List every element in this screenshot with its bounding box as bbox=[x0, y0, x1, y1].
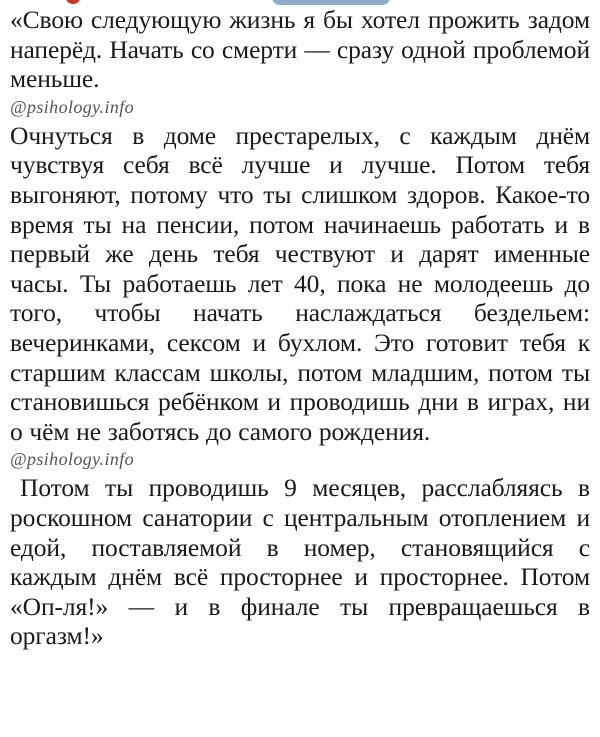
watermark-2: @psihology.info bbox=[10, 449, 135, 470]
quote-text-block bbox=[10, 0, 590, 651]
paragraph-2: Очнуться в доме престарелых, с каждым днём чувствуя себя всё лучше и лучше. Потом тебя выгоняют, потому что ты слишком здоров. Какое-то время ты на пенсии, потом начинаешь работать и в первый же день тебя чествуют и дарят именные часы. Ты работаешь лет 40, пока не молодеешь до того, чтобы начать наслаждаться бездельем: вечеринками, сексом и бухлом. Это готовит тебя к старшим классам школы, потом младшим, потом ты становишься ребёнком и проводишь дни в играх, ни о чём не заботясь до самого рождения. bbox=[10, 120, 590, 446]
paragraph-1: «Свою следующую жизнь я бы хотел прожить задом наперёд. Начать со смерти — сразу одной проблемой меньше. bbox=[10, 5, 590, 94]
watermark-1: @psihology.info bbox=[10, 96, 135, 117]
paragraph-3: Потом ты проводишь 9 месяцев, расслабляясь в роскошном санатории с центральным отоплением и едой, поставляемой в номер, становящийся с каждым днём всё просторнее и просторнее. Потом «Оп-ля!» — и в финале ты превращаешься в оргазм!» bbox=[10, 473, 590, 651]
